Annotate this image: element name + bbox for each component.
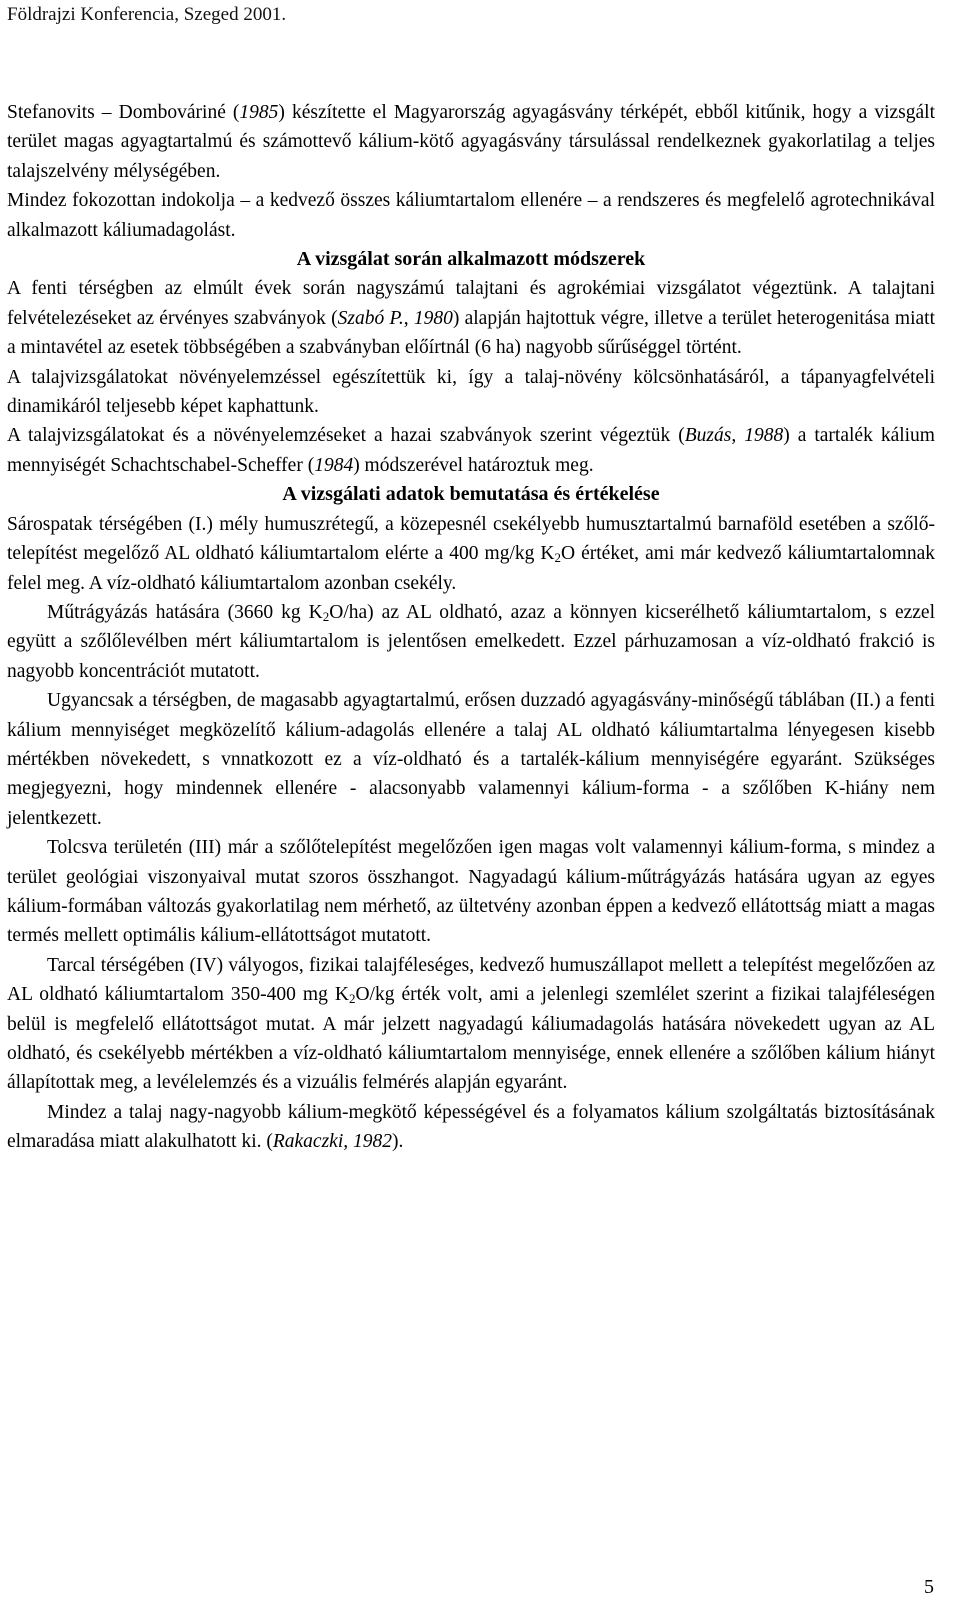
subscript: 2 (322, 608, 330, 624)
text-run: A talajvizsgálatokat és a növényelemzéseket a hazai szabványok szerint végeztük ( (7, 425, 685, 447)
page-number: 5 (924, 1576, 934, 1598)
results-paragraph-2 (7, 598, 935, 686)
section-heading-methods: A vizsgálat során alkalmazott módszerek (296, 248, 646, 271)
citation: Buzás, 1988 (684, 425, 784, 447)
subscript: 2 (348, 991, 356, 1007)
text-run: Tarcal térségében (IV) vályogos, fizikai talajféleséges, kedvező humuszállapot mellett a telepítést megelőzően az AL oldható káliumtartalom 350-400 mg K (7, 954, 935, 1006)
text-run: ) a tartalék kálium mennyiségét Schachtschabel-Scheffer ( (7, 425, 935, 476)
citation-year: 1985 (239, 102, 279, 123)
section-heading-results: A vizsgálati adatok bemutatása és értékelése (282, 483, 660, 506)
text-run: ) készítette el Magyarország agyagásvány térképét, ebből kitűnik, hogy a vizsgált terület magas agyagtartalmú és számottevő kálium-kötő agyagásvány társulással rendelkeznek gyakorlatilag a teljes talajszelvény mélységében. (7, 102, 935, 182)
text-run: Sárospatak térségében (I.) mély humuszrétegű, a közepesnél csekélyebb humusztartalmú barnaföld esetében a szőlő-telepítést megelőző AL oldható káliumtartalom elérte a 400 mg/kg K (7, 513, 935, 565)
citation-year: 1984 (314, 454, 354, 476)
text-run: Stefanovits – Dombováriné ( (7, 102, 240, 123)
subscript: 2 (554, 550, 561, 566)
results-paragraph-1 (7, 510, 935, 598)
methods-paragraph-3 (7, 421, 935, 480)
running-header: Földrajzi Konferencia, Szeged 2001. (7, 4, 287, 25)
results-paragraph-3: Ugyancsak a térségben, de magasabb agyagtartalmú, erősen duzzadó agyagásvány-minőségű táblában (II.) a fenti kálium mennyiséget megközelítő kálium-adagolás ellenére a talaj AL oldható káliumtartalma lényegesen kisebb mértékben növekedett, s vnnatkozott ez a víz-oldható és a tartalék-kálium mennyiségére egyaránt. Szükséges megjegyezni, hogy mindennek ellenére - alacsonyabb valamennyi kálium-forma - a szőlőben K-hiány nem jelentkezett. (7, 690, 935, 829)
citation-author: Szabó P. (337, 307, 404, 329)
text-run: A fenti térségben az elmúlt évek során nagyszámú talajtani és agrokémiai vizsgálatot végeztünk. A talajtani felvételezéseket az érvényes szabványok ( (7, 278, 935, 329)
text-run: O/ha) az AL oldható, azaz a könnyen kicserélhető káliumtartalom, s ezzel együtt a szőlőlevélben mért káliumtartalom is jelentősen emelkedett. Ezzel párhuzamosan a víz-oldható frakció is nagyobb koncentrációt mutatott. (7, 601, 936, 682)
methods-paragraph-2: A talajvizsgálatokat növényelemzéssel egészítettük ki, így a talaj-növény kölcsönhatásáról, a tápanyagfelvételi dinamikáról teljesebb képet kaphattunk. (7, 366, 935, 418)
text-run: ) módszerével határoztuk meg. (353, 454, 594, 476)
citation: Rakaczki, 1982 (272, 1131, 392, 1153)
text-run: O/kg érték volt, ami a jelenlegi szemlélet szerint a fizikai talajféleségen belül is megfelelő ellátottságot mutat. A már jelzett nagyadagú káliumadagolás hatására növekedett ugyan az AL oldható, és csekélyebb mértékben a víz-oldható káliumtartalom mennyisége, ennek ellenére a szőlőben kálium hiányt állapítottak meg, a levélelemzés és a vizuális felmérés alapján egyaránt. (7, 984, 935, 1094)
text-run: ). (392, 1131, 404, 1153)
intro-paragraph-2: Mindez fokozottan indokolja – a kedvező összes káliumtartalom ellenére – a rendszeres és megfelelő agrotechnikával alkalmazott káliumadagolást. (7, 190, 935, 241)
results-paragraph-6 (7, 1098, 935, 1157)
document-body (7, 98, 935, 1157)
citation-year: 1980 (413, 307, 453, 329)
results-paragraph-5 (7, 951, 935, 1098)
text-run: Műtrágyázás hatására (3660 kg K (47, 601, 323, 623)
text-run: O értéket, ami már kedvező káliumtartalomnak felel meg. A víz-oldható káliumtartalom azonban csekély. (7, 543, 935, 594)
intro-paragraph-1 (7, 98, 935, 186)
text-run: Mindez a talaj nagy-nagyobb kálium-megkötő képességével és a folyamatos kálium szolgáltatás biztosításának elmaradása miatt alakulhatott ki. ( (7, 1101, 935, 1153)
text-run: , (403, 307, 414, 329)
results-paragraph-4: Tolcsva területén (III) már a szőlőtelepítést megelőzően igen magas volt valamennyi kálium-forma, s mindez a terület geológiai viszonyaival mutat szoros összhangot. Nagyadagú kálium-műtrágyázás hatására ugyan az egyes kálium-formában változás gyakorlatilag nem mérhető, az ültetvény azonban éppen a kedvező ellátottság miatt a magas termés mellett optimális kálium-ellátottságot mutatott. (7, 837, 935, 947)
text-run: ) alapján hajtottuk végre, illetve a terület heterogenitása miatt a mintavétel az esetek többségében a szabványban előírtnál (6 ha) nagyobb sűrűséggel történt. (7, 307, 935, 359)
methods-paragraph-1 (7, 274, 935, 362)
